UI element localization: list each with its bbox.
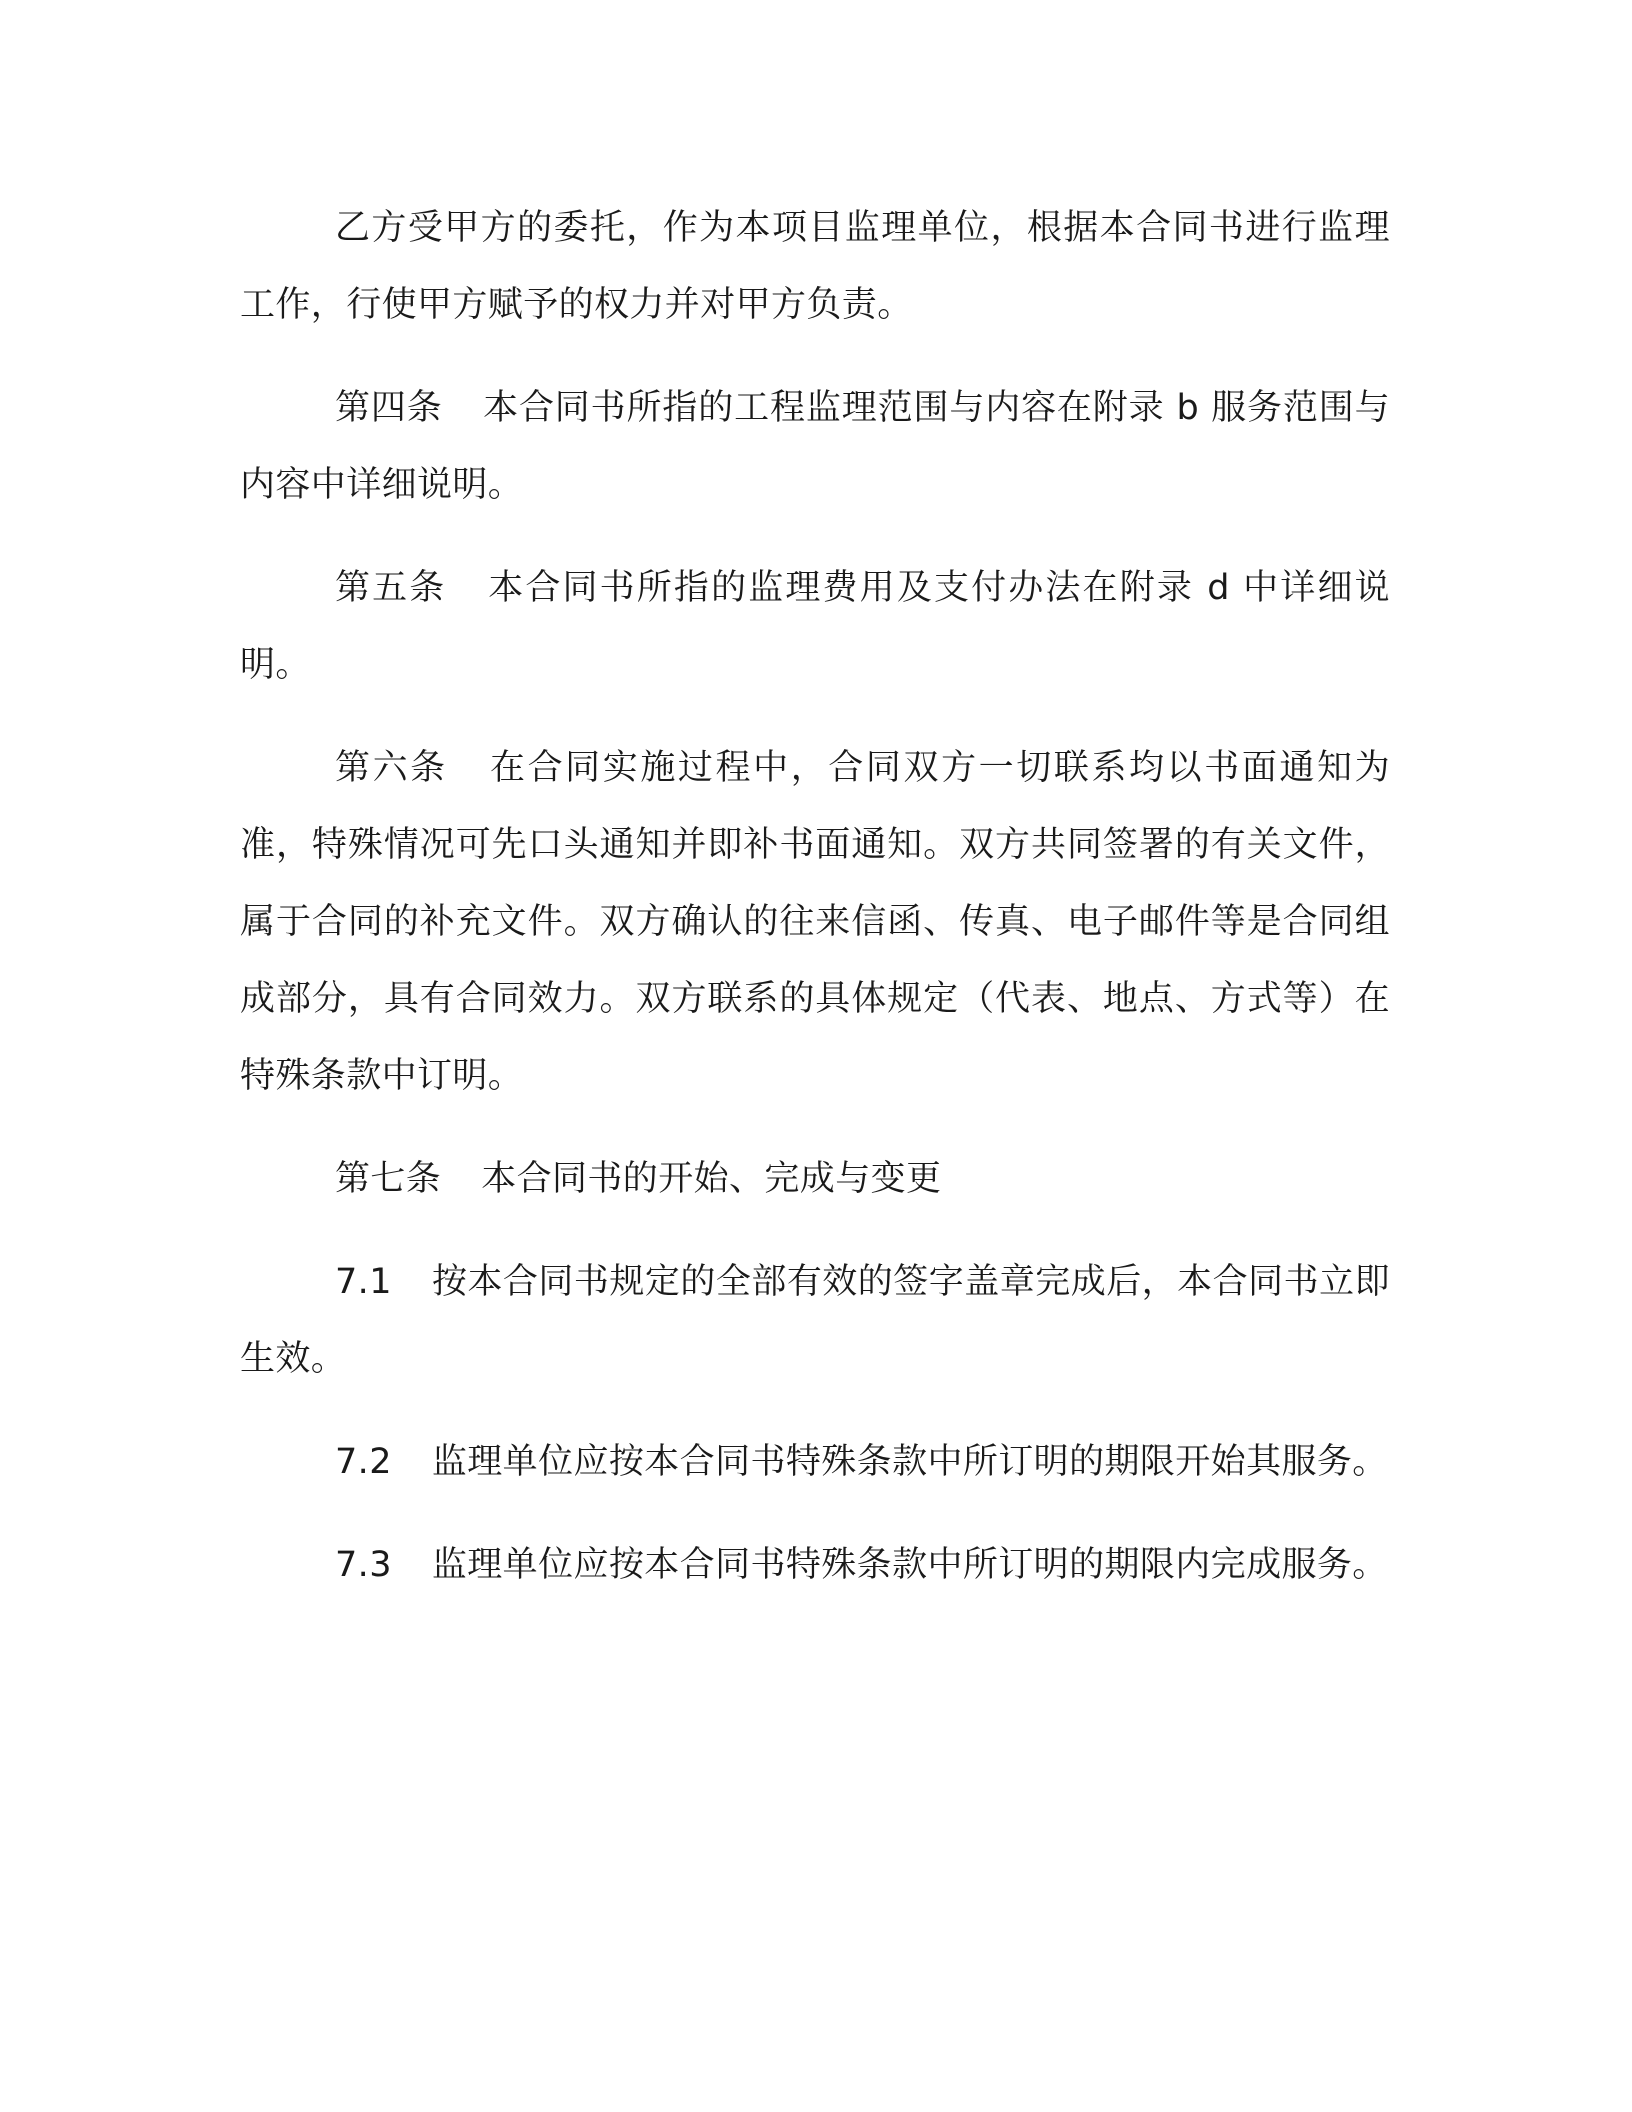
paragraph-text: 监理单位应按本合同书特殊条款中所订明的期限内完成服务。 [431,1545,1388,1585]
clause-number: 7.2 [335,1442,392,1482]
article-heading: 第六条 [335,748,448,788]
paragraph-text: 本合同书的开始、完成与变更 [481,1159,942,1199]
paragraph-article-6 [240,730,1390,1115]
paragraph-intro [240,190,1390,344]
paragraph-article-7 [240,1141,1390,1218]
paragraph-text: 本合同书所指的监理费用及支付办法在附录 d 中详细说明。 [240,568,1391,685]
paragraph-text: 在合同实施过程中，合同双方一切联系均以书面通知为准，特殊情况可先口头通知并即补书面通知。双方共同签署的有关文件，属于合同的补充文件。双方确认的往来信函、传真、电子邮件等是合同组成部分，具有合同效力。双方联系的具体规定（代表、地点、方式等）在特殊条款中订明。 [240,748,1390,1096]
paragraph-clause-7-1 [240,1244,1390,1398]
paragraph-text: 本合同书所指的工程监理范围与内容在附录 b 服务范围与内容中详细说明。 [240,388,1390,505]
paragraph-article-4 [240,370,1390,524]
paragraph-article-5 [240,550,1390,704]
paragraph-text: 按本合同书规定的全部有效的签字盖章完成后，本合同书立即生效。 [240,1262,1390,1379]
paragraph-text: 监理单位应按本合同书特殊条款中所订明的期限开始其服务。 [431,1442,1388,1482]
article-heading: 第七条 [335,1159,442,1199]
paragraph-clause-7-2 [240,1424,1390,1501]
paragraph-text: 乙方受甲方的委托，作为本项目监理单位，根据本合同书进行监理工作，行使甲方赋予的权力并对甲方负责。 [240,208,1390,325]
document-body [240,190,1390,1630]
clause-number: 7.1 [335,1262,392,1302]
paragraph-clause-7-3 [240,1527,1390,1604]
article-heading: 第四条 [335,388,443,428]
article-heading: 第五条 [335,568,447,608]
clause-number: 7.3 [335,1545,392,1585]
